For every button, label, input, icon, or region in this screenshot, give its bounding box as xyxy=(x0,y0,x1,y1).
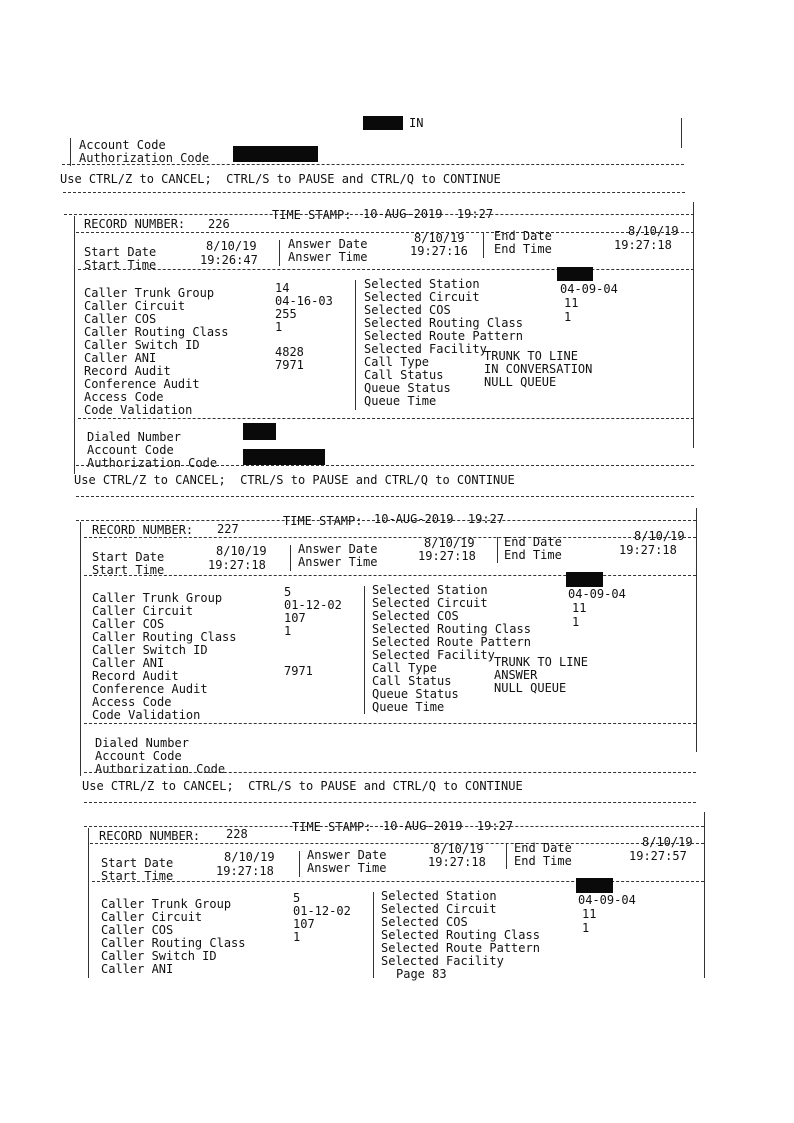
authorization-code-label: Authorization Code xyxy=(87,456,218,470)
redaction-bar xyxy=(566,572,603,587)
header-authorization-code-label: Authorization Code xyxy=(79,151,210,165)
selected-routing-class: 1 xyxy=(572,615,580,629)
caller-cos: 107 xyxy=(293,917,315,931)
selected-facility-label: Selected Facility xyxy=(372,648,495,662)
end-date-label: End Date xyxy=(504,535,562,549)
call-status: IN CONVERSATION xyxy=(484,362,593,376)
selected-routing-class: 1 xyxy=(582,921,590,935)
border-line xyxy=(279,240,280,266)
selected-facility-label: Selected Facility xyxy=(381,954,504,968)
caller-routing-class: 1 xyxy=(293,930,301,944)
caller-trunk-group-label: Caller Trunk Group xyxy=(101,897,232,911)
end-date: 8/10/19 xyxy=(628,224,679,238)
caller-circuit-label: Caller Circuit xyxy=(101,910,203,924)
start-date: 8/10/19 xyxy=(206,239,257,253)
record-number: 227 xyxy=(217,522,239,536)
selected-routing-class-label: Selected Routing Class xyxy=(364,316,523,330)
call-status: ANSWER xyxy=(494,668,538,682)
border-line xyxy=(290,545,291,571)
answer-time: 19:27:18 xyxy=(418,549,476,563)
conference-audit-label: Conference Audit xyxy=(92,682,208,696)
redaction-bar xyxy=(243,449,325,465)
end-time: 19:27:18 xyxy=(614,238,672,252)
end-date-label: End Date xyxy=(494,229,552,243)
answer-time-label: Answer Time xyxy=(307,861,387,875)
start-date-label: Start Date xyxy=(92,550,165,564)
selected-cos: 11 xyxy=(564,296,579,310)
divider xyxy=(90,843,704,844)
caller-trunk-group: 5 xyxy=(293,891,301,905)
divider xyxy=(84,802,696,803)
caller-trunk-group: 14 xyxy=(275,281,290,295)
control-prompt: Use CTRL/Z to CANCEL; CTRL/S to PAUSE and CTRL/Q to CONTINUE xyxy=(82,779,523,793)
selected-cos-label: Selected COS xyxy=(381,915,468,929)
caller-switch-id-label: Caller Switch ID xyxy=(101,949,217,963)
queue-status-label: Queue Status xyxy=(372,687,459,701)
access-code-label: Access Code xyxy=(84,390,164,404)
answer-date: 8/10/19 xyxy=(414,231,465,245)
header-title-suffix: IN xyxy=(409,116,424,130)
time-stamp-label: TIME STAMP: xyxy=(292,820,372,834)
selected-cos: 11 xyxy=(572,601,587,615)
start-time-label: Start Time xyxy=(101,869,174,883)
caller-cos-label: Caller COS xyxy=(101,923,174,937)
time-stamp: 10-AUG-2019 19:27 xyxy=(363,207,494,221)
redaction-bar xyxy=(233,146,318,162)
time-stamp-label: TIME STAMP: xyxy=(272,208,352,222)
record-number-label: RECORD NUMBER: xyxy=(84,217,186,231)
record-audit-label: Record Audit xyxy=(92,669,179,683)
redaction-bar xyxy=(363,116,403,130)
record-audit-label: Record Audit xyxy=(84,364,171,378)
divider xyxy=(76,496,694,497)
selected-station-label: Selected Station xyxy=(381,889,497,903)
queue-status-label: Queue Status xyxy=(364,381,451,395)
code-validation-label: Code Validation xyxy=(92,708,201,722)
caller-switch-id-label: Caller Switch ID xyxy=(84,338,200,352)
border-line xyxy=(355,280,356,410)
account-code-label: Account Code xyxy=(87,443,174,457)
divider xyxy=(84,723,696,724)
border-line xyxy=(704,812,705,978)
end-time: 19:27:57 xyxy=(629,849,687,863)
answer-time-label: Answer Time xyxy=(298,555,378,569)
conference-audit-label: Conference Audit xyxy=(84,377,200,391)
record-number: 226 xyxy=(208,217,230,231)
start-time: 19:26:47 xyxy=(200,253,258,267)
border-line xyxy=(693,202,694,448)
redaction-bar xyxy=(243,423,276,440)
selected-circuit-label: Selected Circuit xyxy=(364,290,480,304)
control-prompt: Use CTRL/Z to CANCEL; CTRL/S to PAUSE and CTRL/Q to CONTINUE xyxy=(74,473,515,487)
caller-cos: 255 xyxy=(275,307,297,321)
caller-trunk-group-label: Caller Trunk Group xyxy=(84,286,215,300)
divider xyxy=(76,232,694,233)
divider xyxy=(76,465,694,466)
start-date: 8/10/19 xyxy=(216,544,267,558)
answer-time: 19:27:16 xyxy=(410,244,468,258)
selected-cos: 11 xyxy=(582,907,597,921)
start-date-label: Start Date xyxy=(84,245,157,259)
answer-date: 8/10/19 xyxy=(424,536,475,550)
start-date: 8/10/19 xyxy=(224,850,275,864)
call-type-label: Call Type xyxy=(364,355,430,369)
page-number: Page 83 xyxy=(396,967,447,981)
selected-route-pattern-label: Selected Route Pattern xyxy=(364,329,523,343)
border-line xyxy=(299,851,300,877)
end-date-label: End Date xyxy=(514,841,572,855)
caller-routing-class: 1 xyxy=(284,624,292,638)
record-audit: 7971 xyxy=(275,358,304,372)
caller-ani-label: Caller ANI xyxy=(84,351,157,365)
control-prompt: Use CTRL/Z to CANCEL; CTRL/S to PAUSE and CTRL/Q to CONTINUE xyxy=(60,172,501,186)
caller-ani-label: Caller ANI xyxy=(101,962,174,976)
end-time-label: End Time xyxy=(494,242,552,256)
caller-cos-label: Caller COS xyxy=(84,312,157,326)
record-audit: 7971 xyxy=(284,664,313,678)
caller-circuit: 04-16-03 xyxy=(275,294,333,308)
record-number: 228 xyxy=(226,827,248,841)
caller-circuit: 01-12-02 xyxy=(293,904,351,918)
queue-status: NULL QUEUE xyxy=(494,681,567,695)
answer-time: 19:27:18 xyxy=(428,855,486,869)
answer-date-label: Answer Date xyxy=(298,542,378,556)
border-line xyxy=(364,586,365,714)
caller-routing-class-label: Caller Routing Class xyxy=(84,325,229,339)
border-line xyxy=(696,508,697,752)
border-line xyxy=(80,522,81,776)
selected-circuit: 04-09-04 xyxy=(568,587,626,601)
caller-routing-class-label: Caller Routing Class xyxy=(92,630,237,644)
call-status-label: Call Status xyxy=(364,368,444,382)
selected-routing-class: 1 xyxy=(564,310,572,324)
selected-route-pattern-label: Selected Route Pattern xyxy=(372,635,531,649)
selected-cos-label: Selected COS xyxy=(372,609,459,623)
record-number-label: RECORD NUMBER: xyxy=(92,523,194,537)
divider xyxy=(62,164,684,165)
selected-circuit: 04-09-04 xyxy=(578,893,636,907)
call-type-label: Call Type xyxy=(372,661,438,675)
caller-trunk-group: 5 xyxy=(284,585,292,599)
border-line xyxy=(497,537,498,563)
border-line xyxy=(88,828,89,978)
selected-routing-class-label: Selected Routing Class xyxy=(381,928,540,942)
caller-switch-id-label: Caller Switch ID xyxy=(92,643,208,657)
caller-ani-label: Caller ANI xyxy=(92,656,165,670)
access-code-label: Access Code xyxy=(92,695,172,709)
redaction-bar xyxy=(576,878,613,893)
divider xyxy=(63,192,685,193)
divider xyxy=(84,537,696,538)
call-status-label: Call Status xyxy=(372,674,452,688)
caller-circuit-label: Caller Circuit xyxy=(84,299,186,313)
redaction-bar xyxy=(557,267,593,281)
divider xyxy=(78,418,694,419)
dialed-number-label: Dialed Number xyxy=(95,736,189,750)
time-stamp-label: TIME STAMP: xyxy=(283,514,363,528)
selected-station-label: Selected Station xyxy=(364,277,480,291)
dialed-number-label: Dialed Number xyxy=(87,430,181,444)
answer-date-label: Answer Date xyxy=(307,848,387,862)
selected-circuit: 04-09-04 xyxy=(560,282,618,296)
border-line xyxy=(70,138,71,166)
selected-circuit-label: Selected Circuit xyxy=(372,596,488,610)
border-line xyxy=(681,118,682,148)
start-time-label: Start Time xyxy=(92,563,165,577)
queue-time-label: Queue Time xyxy=(364,394,437,408)
time-stamp: 10-AUG-2019 19:27 xyxy=(374,512,505,526)
queue-status: NULL QUEUE xyxy=(484,375,557,389)
caller-cos-label: Caller COS xyxy=(92,617,165,631)
divider xyxy=(78,269,694,270)
time-stamp: 10-AUG-2019 19:27 xyxy=(383,819,514,833)
header-account-code-label: Account Code xyxy=(79,138,166,152)
caller-circuit: 01-12-02 xyxy=(284,598,342,612)
answer-date: 8/10/19 xyxy=(433,842,484,856)
end-date: 8/10/19 xyxy=(634,529,685,543)
caller-routing-class-label: Caller Routing Class xyxy=(101,936,246,950)
end-date: 8/10/19 xyxy=(642,835,693,849)
end-time: 19:27:18 xyxy=(619,543,677,557)
queue-time-label: Queue Time xyxy=(372,700,445,714)
end-time-label: End Time xyxy=(504,548,562,562)
selected-cos-label: Selected COS xyxy=(364,303,451,317)
record-number-label: RECORD NUMBER: xyxy=(99,829,201,843)
code-validation-label: Code Validation xyxy=(84,403,193,417)
answer-time-label: Answer Time xyxy=(288,250,368,264)
account-code-label: Account Code xyxy=(95,749,182,763)
authorization-code-label: Authorization Code xyxy=(95,762,226,776)
divider xyxy=(84,575,696,576)
call-type: TRUNK TO LINE xyxy=(484,349,578,363)
divider xyxy=(84,772,696,773)
start-date-label: Start Date xyxy=(101,856,174,870)
selected-route-pattern-label: Selected Route Pattern xyxy=(381,941,540,955)
caller-cos: 107 xyxy=(284,611,306,625)
caller-ani: 4828 xyxy=(275,345,304,359)
selected-routing-class-label: Selected Routing Class xyxy=(372,622,531,636)
border-line xyxy=(74,216,75,474)
start-time-label: Start Time xyxy=(84,258,157,272)
caller-routing-class: 1 xyxy=(275,320,283,334)
border-line xyxy=(506,843,507,869)
border-line xyxy=(373,892,374,978)
border-line xyxy=(483,232,484,258)
selected-circuit-label: Selected Circuit xyxy=(381,902,497,916)
caller-circuit-label: Caller Circuit xyxy=(92,604,194,618)
selected-facility-label: Selected Facility xyxy=(364,342,487,356)
end-time-label: End Time xyxy=(514,854,572,868)
start-time: 19:27:18 xyxy=(216,864,274,878)
call-type: TRUNK TO LINE xyxy=(494,655,588,669)
caller-trunk-group-label: Caller Trunk Group xyxy=(92,591,223,605)
answer-date-label: Answer Date xyxy=(288,237,368,251)
selected-station-label: Selected Station xyxy=(372,583,488,597)
start-time: 19:27:18 xyxy=(208,558,266,572)
